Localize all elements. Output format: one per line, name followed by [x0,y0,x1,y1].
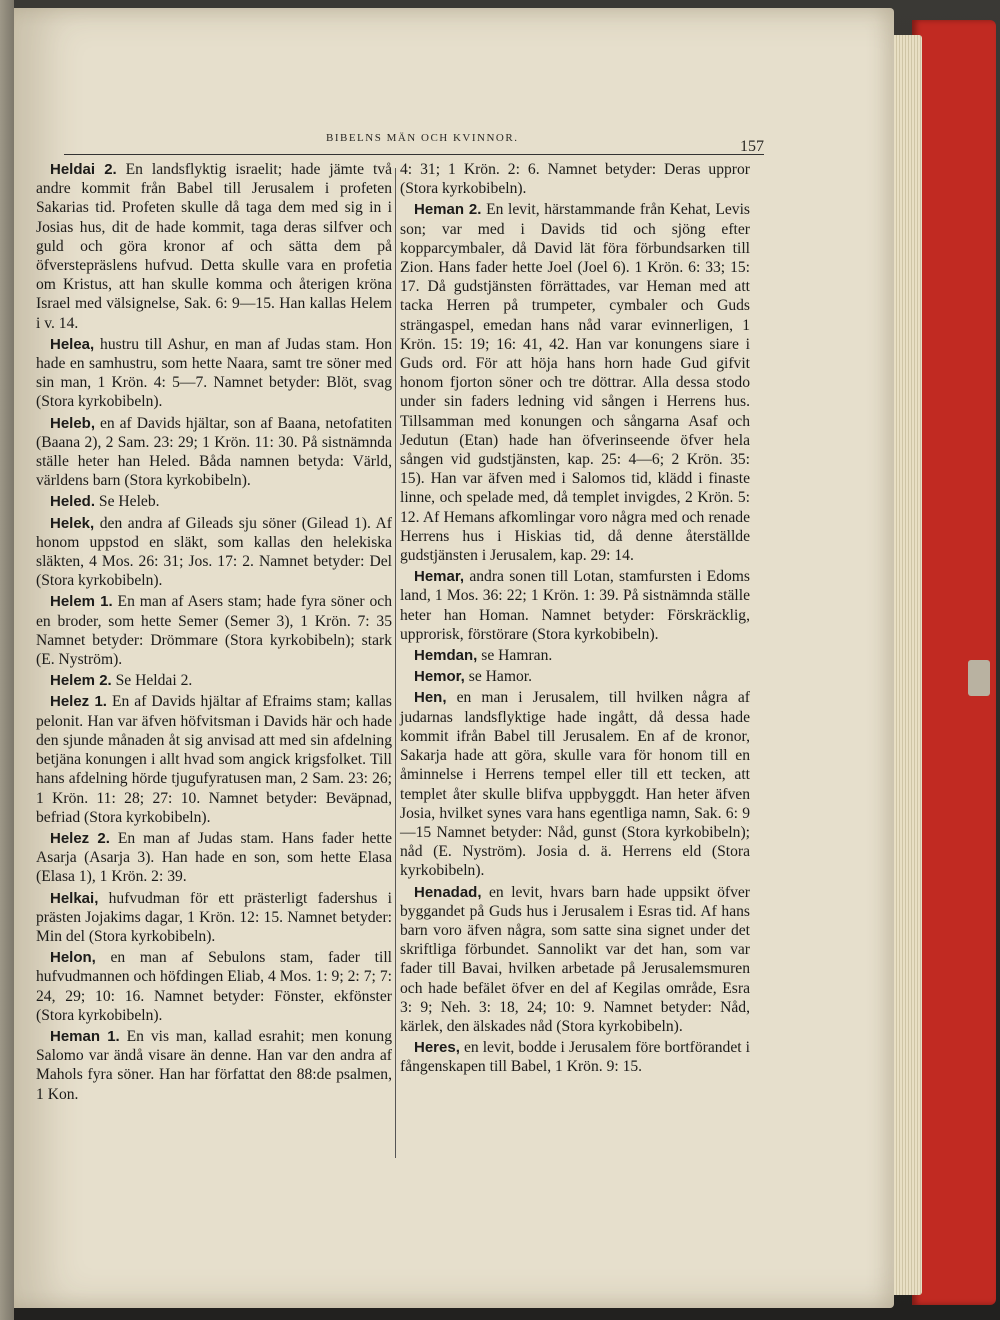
entry [36,1027,392,1104]
entry-headword: Helem 2. [50,672,112,690]
entry [400,567,750,644]
entry-headword: Hemdan, [414,647,478,665]
entry-text: se Hamran. [481,647,553,665]
entry-headword: Heleb, [50,414,96,432]
facing-page-edge [0,0,14,1320]
entry [400,688,750,880]
entry-headword: Heman 1. [50,1027,120,1045]
page-header [64,126,764,155]
entry [36,948,392,1025]
entry [400,646,750,665]
metal-clip [968,660,990,696]
entry [400,200,750,565]
entry [36,335,392,412]
entry-text: En man af Judas stam. Hans fader hette Asarja (Asarja 3). Han hade en son, som hette Elasa (Elasa 1), 1 Krön. 2: 39. [36,829,393,886]
entry [36,889,392,947]
right-column [400,160,750,1079]
entry-headword: Hen, [414,689,447,707]
entry [400,1038,750,1076]
entry-text: en man af Sebulons stam, fader till hufvudmannen och höfdingen Eliab, 4 Mos. 1: 9; 2: 7; 7: 24, 29; 10: 16. Namnet betyder: Fönster, ekfönster (Stora kyrkobibeln). [36,949,392,1024]
entry [36,514,392,591]
entry [400,667,750,686]
entry-text: Se Heldai 2. [115,672,193,690]
entry [36,414,392,491]
entry-text: andra sonen till Lotan, stamfursten i Edoms land, 1 Mos. 36: 22; 1 Krön. 1: 39. På sistnämnda ställe heter han Homan. Namnet betyder: Förskräcklig, upprorisk, förstörare (Stora kyrkobibeln). [400,568,750,643]
entry-headword: Heres, [414,1039,460,1057]
entry-text: hustru till Ashur, en man af Judas stam. Hon hade en samhustru, som hette Naara, samt tre söner med sin man, 1 Krön. 4: 5—7. Namnet betyder: Blöt, svag (Stora kyrkobibeln). [36,335,392,411]
entry [36,592,392,669]
page-number: 157 [740,138,764,155]
entry-headword: Helek, [50,514,95,532]
entry-headword: Heldai 2. [50,161,117,178]
entry-text: en levit, bodde i Jerusalem före bortförandet i fångenskapen till Babel, 1 Krön. 9: 15. [400,1039,750,1076]
entry-text: En man af Asers stam; hade fyra söner och en broder, som hette Semer (Semer 3), 1 Krön. 7: 35 Namnet betyder: Drömmare (Stora kyrkobibeln); stark (E. Nyström). [36,593,392,669]
entry-headword: Helon, [50,949,96,967]
entry-headword: Helem 1. [50,593,113,611]
entry [36,492,392,511]
entry [36,160,392,333]
entry [400,883,750,1037]
entry-text: 4: 31; 1 Krön. 2: 6. Namnet betyder: Deras uppror (Stora kyrkobibeln). [400,161,750,198]
column-divider [395,168,396,1158]
entry-text: en man i Jerusalem, till hvilken några af judarnas landsflyktige hade ingått, då dessa hade kommit ifrån Babel till Jerusalem. En af de kronor, Sakarja hade att göra, skulle vara för honom till en åminnelse i Herrens tempel eller till ett tecken, att templet åter skulle blifva uppbyggdt. Han heter äfven Josia, hvilket synes vara hans egentliga namn, Sak. 6: 9—15 Namnet betyder: Nåd, gunst (Stora kyrkobibeln); nåd (E. Nyström). Josia d. ä. Herrens eld (Stora kyrkobibeln). [400,689,750,880]
entry-text: en levit, hvars barn hade uppsikt öfver byggandet på Guds hus i Jerusalem i Esras tid. Af hans barn voro äfven några, som satte sina signet under det skriftliga förbundet. Sannolikt var det han, som var fader till Bavai, hvilken arbetade på Jerusalemsmuren och hade befälet öfver en del af Kegilas område, Esra 3: 9; Neh. 3: 18, 24; 10: 9. Namnet betyder: Nåd, kärlek, den älskades nåd (Stora kyrkobibeln). [400,883,751,1035]
entry-headword: Heled. [50,493,96,511]
book-page [14,8,894,1308]
entry [36,692,392,826]
entry-text: hufvudman för ett prästerligt fadershus i prästen Jojakims dagar, 1 Krön. 12: 15. Namnet betyder: Min del (Stora kyrkobibeln). [36,889,392,945]
entry-text: En af Davids hjältar af Efraims stam; kallas pelonit. Han var äfven höfvitsman i Davids här och hade den sjunde månaden åt sig anvisad att med sin afdelning betjäna konungen i allt hvad som angick krigsfolket. Till hans afdelning hörde tjugufyratusen man, 2 Sam. 23: 26; 1 Krön. 11: 28; 27: 10. Namnet betyder: Beväpnad, befriad (Stora kyrkobibeln). [36,693,392,826]
entry-text: En vis man, kallad esrahit; men konung Salomo var ändå visare än denne. Han var den andra af Mahols fyra söner. Han har författat den 88:de psalmen, 1 Kon. [36,1027,392,1103]
entry-text: Se Heleb. [98,493,160,511]
entry-text: den andra af Gileads sju söner (Gilead 1). Af honom uppstod en släkt, som kallas den helekiska släkten, 4 Mos. 26: 31; Jos. 17: 2. Namnet betyder: Del (Stora kyrkobibeln). [36,514,393,590]
running-title: BIBELNS MÄN OCH KVINNOR. [326,132,519,144]
left-column [36,160,392,1106]
entry-headword: Hemor, [414,668,465,686]
entry-text: En levit, härstammande från Kehat, Levis son; var med i Davids tid och sjöng efter kopparcymbaler, då David lät föra förbundsarken till Zion. Hans fader hette Joel (Joel 6). 1 Krön. 6: 33; 15: 17. Då gudstjänsten förrättades, var Heman med att tacka Herren på trumpeter, cymbaler och Guds strängaspel, emedan hans nåd varar evinnerligen, 1 Krön. 15: 19; 16: 41, 42. Han var konungens siare i Guds ord. För att höja hans horn hade Gud gifvit honom fjorton söner och tre döttrar. Alla dessa stodo under sin faders ledning vid sången i Herrens hus. Tillsamman med konungen och sångarna Asaf och Jedutun (Etan) hade han öfverinseende öfver hela sången vid gudstjänsten, kap. 25: 4—6; 2 Krön. 35: 15). Han var äfven med i Salomos tid, klädd i finaste linne, och spelade med, då templet invigdes, 2 Krön. 5: 12. Af Hemans afkomlingar voro några med och renade Herrens hus i Hiskias tid, då denne återställde gudstjänsten i Jerusalem, kap. 29: 14. [400,201,750,565]
entry-headword: Heman 2. [414,201,482,219]
entry [36,671,392,690]
entry-text: en af Davids hjältar, son af Baana, netofatiten (Baana 2), 2 Sam. 23: 29; 1 Krön. 11: 30. På sistnämnda ställe heter han Heled. Båda namnen betyda: Värld, världens barn (Stora kyrkobibeln). [36,414,392,490]
entry-headword: Helez 2. [50,829,110,847]
entry-headword: Helkai, [50,889,99,907]
entry-headword: Helez 1. [50,693,107,711]
entry-headword: Hemar, [414,568,465,586]
entry-text: En landsflyktig israelit; hade jämte två andre kommit från Babel till Jerusalem i profeten Sakarias tid. Profeten skulle då taga dem med sig in i Josias hus, dit de hade kommit, taga deras silfver och guld och göra kronor af och sätta dem på öfverstepräslens hufvud. Detta skulle vara en profetia om Kristus, att han skulle komma och återigen kröna Israel med välsignelse, Sak. 6: 9—15. Han kallas Helem i v. 14. [36,161,392,332]
entry-headword: Henadad, [414,883,482,901]
entry-headword: Helea, [50,335,95,353]
entry-continuation [400,160,750,198]
entry-text: se Hamor. [468,668,532,686]
entry [36,829,392,887]
